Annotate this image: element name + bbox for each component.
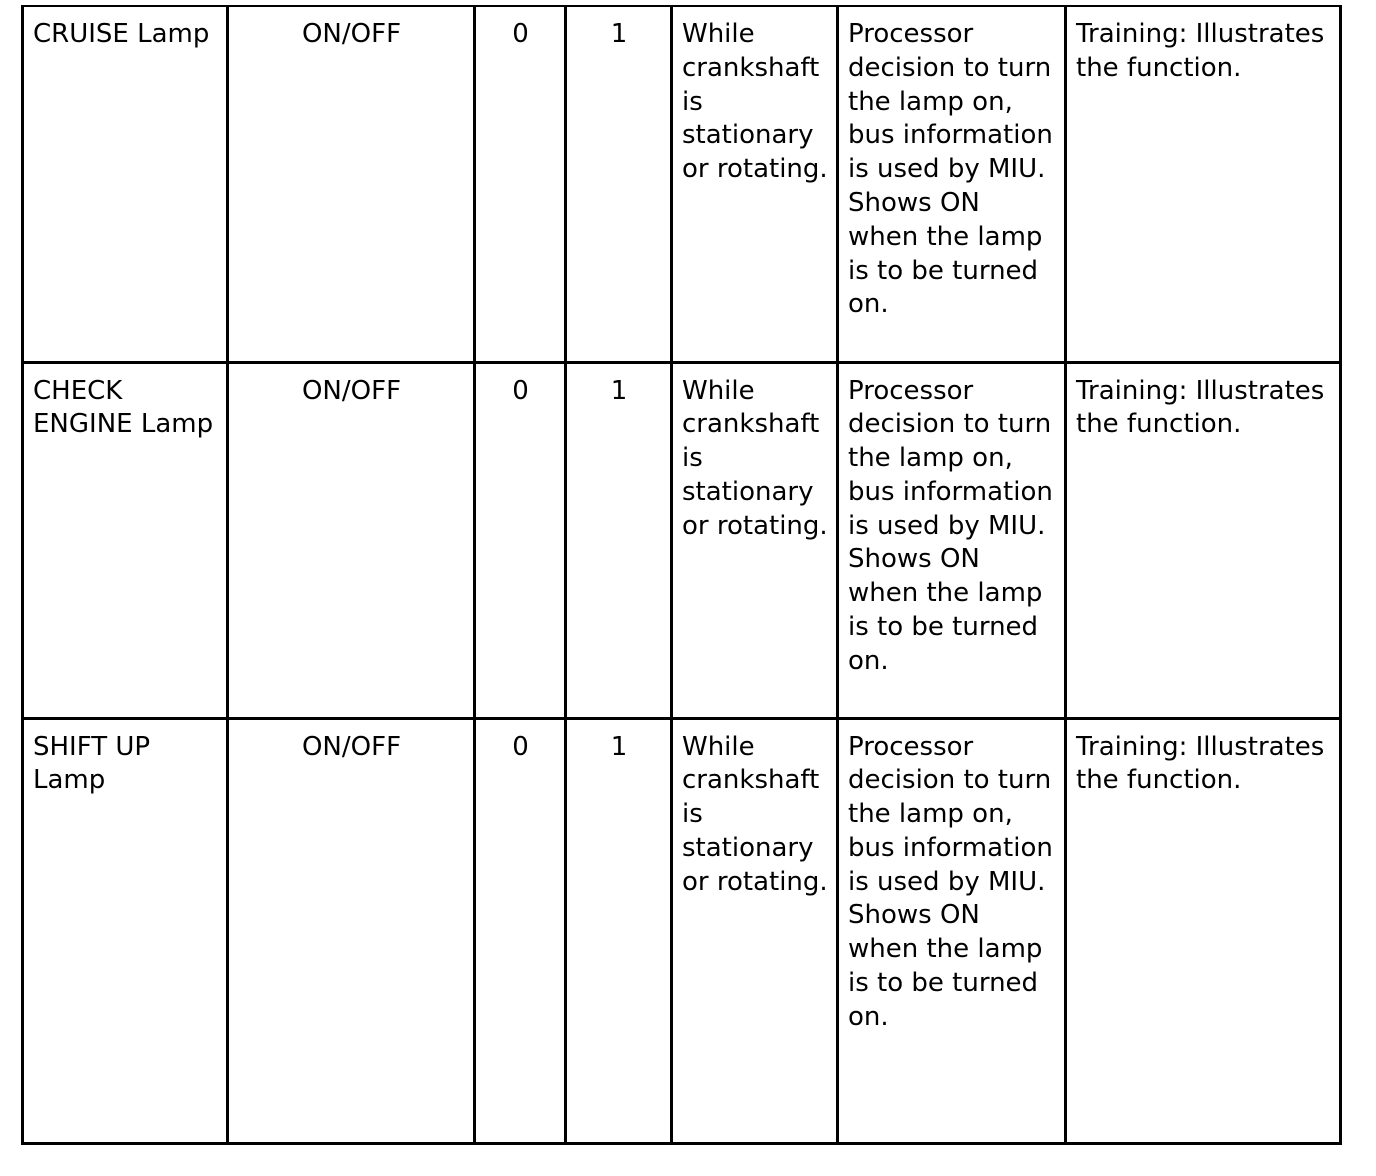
lamp-name-cell: CRUISE Lamp <box>23 6 228 362</box>
table-row <box>23 718 1341 1143</box>
use-cell: Training: Illustrates the function. <box>1066 718 1341 1143</box>
table-row <box>23 362 1341 718</box>
document-page <box>21 5 1342 1145</box>
use-cell: Training: Illustrates the function. <box>1066 362 1341 718</box>
max-value-cell: 1 <box>566 6 672 362</box>
value-type-cell: ON/OFF <box>228 6 475 362</box>
value-type-cell: ON/OFF <box>228 718 475 1143</box>
description-cell: Processor decision to turn the lamp on, bus information is used by MIU. Shows ON when the lamp is to be turned on. <box>838 718 1066 1143</box>
use-cell: Training: Illustrates the function. <box>1066 6 1341 362</box>
table-row <box>23 6 1341 362</box>
description-cell: Processor decision to turn the lamp on, bus information is used by MIU. Shows ON when the lamp is to be turned on. <box>838 6 1066 362</box>
min-value-cell: 0 <box>475 362 566 718</box>
condition-cell: While crankshaft is stationary or rotating. <box>672 362 838 718</box>
max-value-cell: 1 <box>566 362 672 718</box>
value-type-cell: ON/OFF <box>228 362 475 718</box>
lamp-name-cell: SHIFT UP Lamp <box>23 718 228 1143</box>
max-value-cell: 1 <box>566 718 672 1143</box>
condition-cell: While crankshaft is stationary or rotating. <box>672 6 838 362</box>
condition-cell: While crankshaft is stationary or rotating. <box>672 718 838 1143</box>
lamp-name-cell: CHECK ENGINE Lamp <box>23 362 228 718</box>
min-value-cell: 0 <box>475 6 566 362</box>
lamp-parameter-table <box>21 5 1342 1145</box>
description-cell: Processor decision to turn the lamp on, bus information is used by MIU. Shows ON when the lamp is to be turned on. <box>838 362 1066 718</box>
min-value-cell: 0 <box>475 718 566 1143</box>
